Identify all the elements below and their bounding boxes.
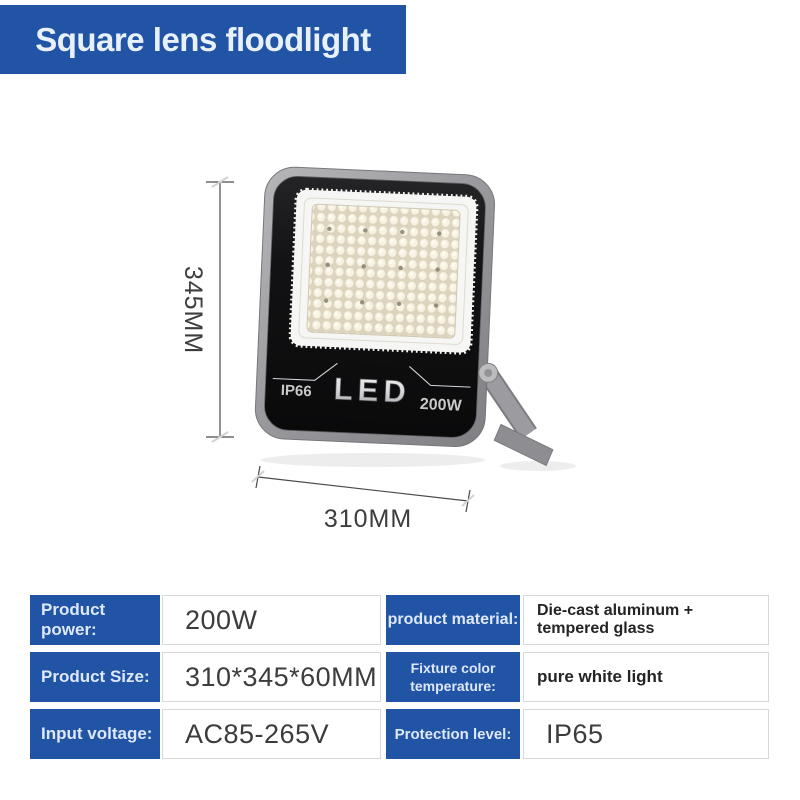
device-brand: LED xyxy=(333,371,412,410)
spec-row-power-material xyxy=(30,595,770,645)
width-dimension xyxy=(252,466,474,533)
spec-label-protection-level: Protection level: xyxy=(386,709,520,759)
product-photo xyxy=(140,140,600,560)
bracket-shadow xyxy=(500,461,576,471)
spec-label-product-size: Product Size: xyxy=(30,652,160,702)
spec-value-color-temperature: pure white light xyxy=(523,652,769,702)
height-dimension xyxy=(179,177,234,442)
height-dimension-label: 345MM xyxy=(179,265,207,355)
spec-value-input-voltage: AC85-265V xyxy=(162,709,381,759)
spec-table xyxy=(30,595,770,766)
spec-row-voltage-protection xyxy=(30,709,770,759)
spec-value-product-power: 200W xyxy=(162,595,381,645)
spec-label-product-material: product material: xyxy=(386,595,520,645)
width-dimension-label: 310MM xyxy=(323,505,413,533)
body-shadow xyxy=(261,453,485,467)
device-wattage: 200W xyxy=(419,395,462,415)
title-banner xyxy=(0,5,406,74)
spec-value-product-material: Die-cast aluminum + tempered glass xyxy=(523,595,769,645)
device-ip-rating: IP66 xyxy=(280,381,312,401)
bracket-knob xyxy=(478,363,498,383)
spec-row-size-color xyxy=(30,652,770,702)
spec-label-input-voltage: Input voltage: xyxy=(30,709,160,759)
floodlight xyxy=(253,166,564,466)
spec-value-protection-level: IP65 xyxy=(523,709,769,759)
spec-value-product-size: 310*345*60MM xyxy=(162,652,381,702)
spec-label-color-temperature: Fixture color temperature: xyxy=(386,652,520,702)
mounting-bracket xyxy=(481,370,556,466)
spec-label-product-power: Product power: xyxy=(30,595,160,645)
page-title: Square lens floodlight xyxy=(35,20,371,58)
